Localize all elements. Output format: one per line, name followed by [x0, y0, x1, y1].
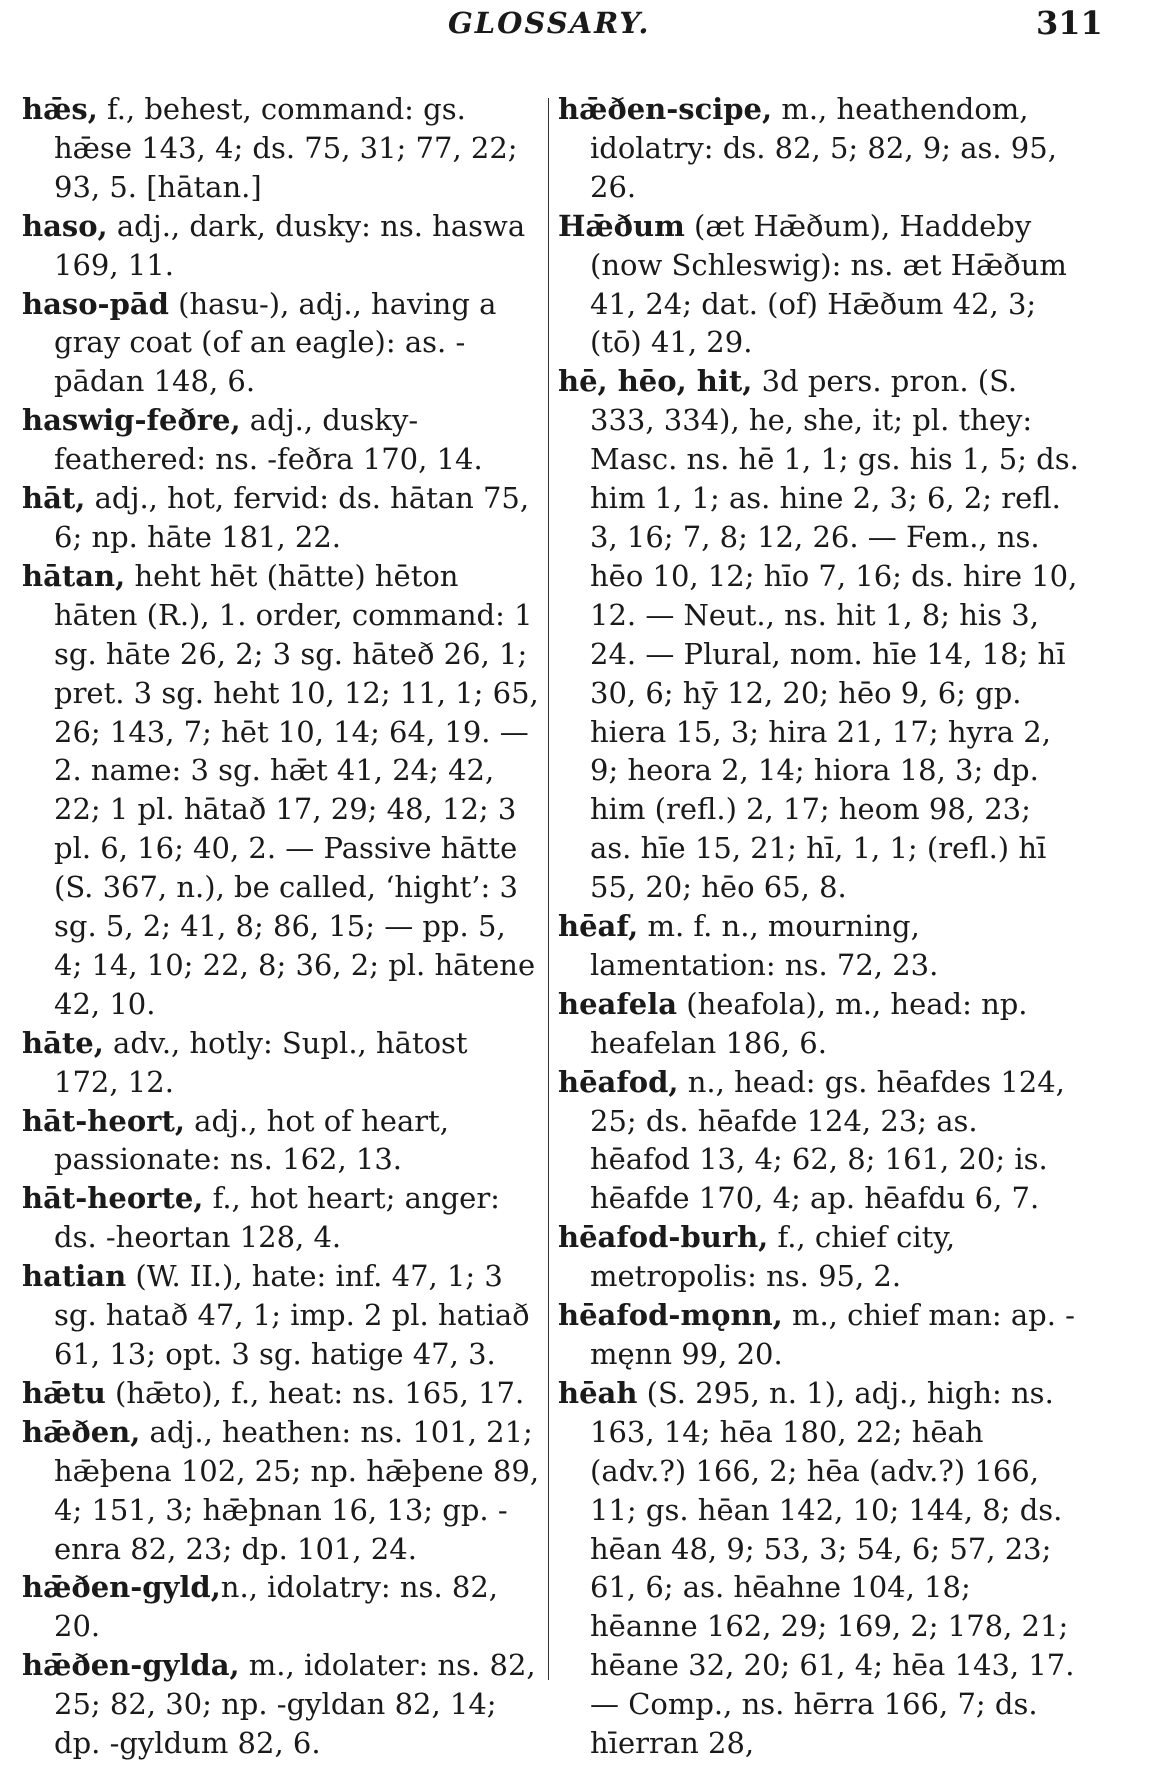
entry-definition: m. f. n., mourning, lamentation: ns. 72, 23. [590, 909, 939, 982]
entry-definition: (æt Hǣðum), Haddeby (now Schleswig): ns. æt Hǣðum 41, 24; dat. (of) Hǣðum 42, 3; (tō) 41, 29. [590, 208, 1067, 360]
entry-definition: adj., dusky-feathered: ns. -feðra 170, 14. [54, 403, 483, 477]
entry-definition: 3d pers. pron. (S. 333, 334), he, she, it; pl. they: Masc. ns. hē 1, 1; gs. his 1, 5; ds. him 1, 1; as. hine 2, 3; 6, 2; refl. 3, 16; 7, 8; 12, 26. — Fem., ns. hēo 10, 12; hīo 7, 16; ds. hire 10, 12. — Neut., ns. hit 1, 8; his 3, 24. — Plural, nom. hīe 14, 18; hī 30, 6; hȳ 12, 20; hēo 9, 6; gp. hiera 15, 3; hira 21, 17; hyra 2, 9; heora 2, 14; hiora 18, 3; dp. him (refl.) 2, 17; heom 98, 23; as. hīe 15, 21; hī, 1, 1; (refl.) hī 55, 20; hēo 65, 8. [590, 364, 1079, 905]
entry-definition: m., chief man: ap. -męnn 99, 20. [590, 1298, 1075, 1371]
glossary-entry [22, 207, 540, 285]
entry-headword: hēafod-burh, [558, 1220, 769, 1255]
entry-definition: adj., hot of heart, passionate: ns. 162, 13. [54, 1103, 449, 1177]
entry-headword: hāte, [22, 1025, 104, 1060]
entry-headword: hāt-heorte, [22, 1181, 204, 1216]
entry-definition: n., idolatry: ns. 82, 20. [54, 1570, 498, 1644]
glossary-entry [22, 285, 540, 402]
entry-definition: m., heathendom, idolatry: ds. 82, 5; 82, 9; as. 95, 26. [590, 92, 1057, 204]
glossary-entry [558, 1296, 1080, 1374]
entry-definition: adv., hotly: Supl., hātost 172, 12. [54, 1025, 468, 1099]
entry-definition: f., behest, command: gs. hǣse 143, 4; ds. 75, 31; 77, 22; 93, 5. [hātan.] [54, 92, 518, 204]
entry-definition: adj., dark, dusky: ns. haswa 169, 11. [54, 208, 526, 282]
entry-definition: (hǣto), f., heat: ns. 165, 17. [105, 1375, 525, 1410]
running-head: GLOSSARY. [448, 6, 651, 40]
glossary-entry [22, 90, 540, 207]
glossary-entry [558, 907, 1080, 985]
entry-definition: (W. II.), hate: inf. 47, 1; 3 sg. hatað 47, 1; imp. 2 pl. hatiað 61, 13; opt. 3 sg. hatige 47, 3. [54, 1259, 530, 1371]
entry-headword: Hǣðum [558, 208, 685, 243]
entry-headword: hǣðen-gylda, [22, 1648, 240, 1683]
glossary-entry [22, 557, 540, 1024]
glossary-entry [22, 1257, 540, 1374]
entry-headword: hatian [22, 1259, 127, 1294]
entry-headword: hāt-heort, [22, 1103, 185, 1138]
entry-headword: hǣðen-scipe, [558, 92, 773, 126]
entry-headword: hēah [558, 1375, 638, 1410]
entry-definition: f., hot heart; anger: ds. -heortan 128, 4. [54, 1181, 500, 1255]
entry-definition: adj., heathen: ns. 101, 21; hǣþena 102, 25; np. hǣþene 89, 4; 151, 3; hǣþnan 16, 13; gp. -enra 82, 23; dp. 101, 24. [54, 1414, 540, 1566]
entry-headword: hāt, [22, 481, 86, 516]
glossary-entry [22, 1102, 540, 1180]
glossary-entry [558, 985, 1080, 1063]
glossary-entry [22, 1646, 540, 1763]
column-divider [548, 98, 549, 1680]
entry-headword: hēafod-mǫnn, [558, 1298, 783, 1333]
glossary-entry [22, 1179, 540, 1257]
entry-headword: hē, hēo, hit, [558, 364, 753, 399]
entry-headword: heafela [558, 986, 678, 1021]
glossary-entry [558, 1063, 1080, 1219]
entry-definition: (heafola), m., head: np. heafelan 186, 6. [590, 986, 1028, 1060]
glossary-entry [558, 90, 1080, 207]
glossary-entry [558, 1374, 1080, 1763]
entry-headword: haswig-feðre, [22, 403, 241, 438]
glossary-entry [558, 362, 1080, 907]
entry-headword: hātan, [22, 558, 126, 593]
glossary-entry [22, 1024, 540, 1102]
page-number: 311 [1036, 4, 1103, 42]
entry-definition: adj., hot, fervid: ds. hātan 75, 6; np. hāte 181, 22. [54, 481, 530, 554]
left-column [22, 90, 540, 1763]
entry-headword: hǣs, [22, 92, 98, 126]
entry-definition: (hasu-), adj., having a gray coat (of an eagle): as. -pādan 148, 6. [54, 286, 497, 399]
entry-headword: hǣðen-gyld, [22, 1570, 221, 1605]
right-column [558, 90, 1080, 1763]
entry-definition: heht hēt (hātte) hēton hāten (R.), 1. order, command: 1 sg. hāte 26, 2; 3 sg. hāteð 26, 1; pret. 3 sg. heht 10, 12; 11, 1; 65, 26; 143, 7; hēt 10, 14; 64, 19. — 2. name: 3 sg. hǣt 41, 24; 42, 22; 1 pl. hātað 17, 29; 48, 12; 3 pl. 6, 16; 40, 2. — Passive hātte (S. 367, n.), be called, ‘hight’: 3 sg. 5, 2; 41, 8; 86, 15; — pp. 5, 4; 14, 10; 22, 8; 36, 2; pl. hātene 42, 10. [54, 558, 539, 1021]
glossary-entry [558, 207, 1080, 363]
entry-definition: m., idolater: ns. 82, 25; 82, 30; np. -gyldan 82, 14; dp. -gyldum 82, 6. [54, 1648, 536, 1761]
glossary-entry [558, 1218, 1080, 1296]
entry-headword: haso, [22, 208, 108, 243]
entry-definition: n., head: gs. hēafdes 124, 25; ds. hēafde 124, 23; as. hēafod 13, 4; 62, 8; 161, 20; is. hēafde 170, 4; ap. hēafdu 6, 7. [590, 1064, 1065, 1216]
entry-definition: (S. 295, n. 1), adj., high: ns. 163, 14; hēa 180, 22; hēah (adv.?) 166, 2; hēa (adv.?) 166, 11; gs. hēan 142, 10; 144, 8; ds. hēan 48, 9; 53, 3; 54, 6; 57, 23; 61, 6; as. hēahne 104, 18; hēanne 162, 29; 169, 2; 178, 21; hēane 32, 20; 61, 4; hēa 143, 17. — Comp., ns. hērra 166, 7; ds. hīerran 28, [590, 1375, 1075, 1761]
glossary-entry [22, 1374, 540, 1413]
entry-definition: f., chief city, metropolis: ns. 95, 2. [590, 1220, 956, 1294]
glossary-entry [22, 1413, 540, 1569]
glossary-entry [22, 1568, 540, 1646]
entry-headword: hǣðen, [22, 1414, 141, 1449]
entry-headword: hēafod, [558, 1064, 679, 1099]
glossary-entry [22, 401, 540, 479]
entry-headword: hǣtu [22, 1375, 106, 1410]
entry-headword: haso-pād [22, 286, 169, 321]
page-header [0, 4, 1158, 64]
entry-headword: hēaf, [558, 909, 639, 944]
glossary-entry [22, 479, 540, 557]
